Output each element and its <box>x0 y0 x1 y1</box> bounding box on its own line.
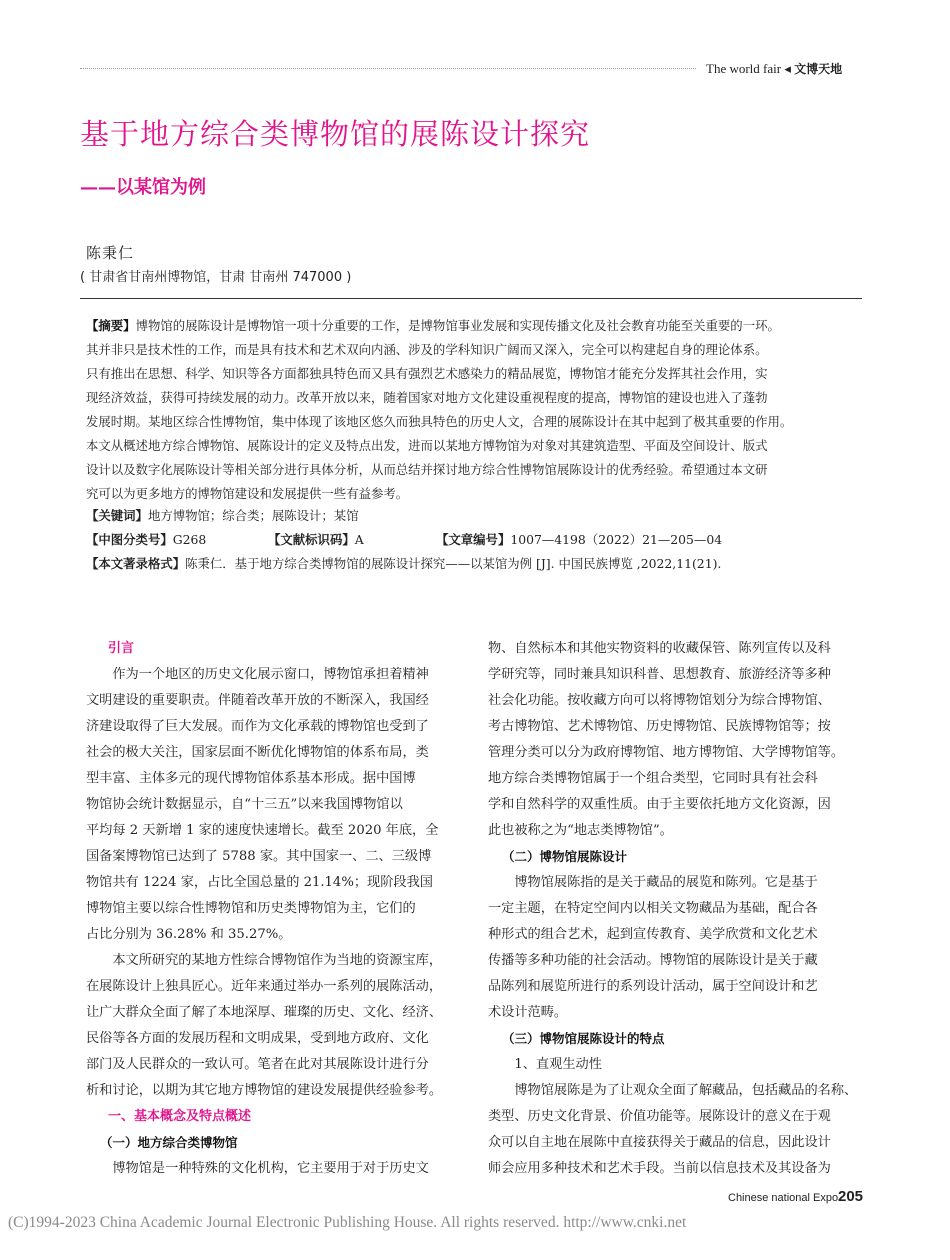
page-number: 205 <box>838 1188 864 1205</box>
clc-label: 【中图分类号】 <box>86 532 173 547</box>
paragraph-line: 此也被称之为“地志类博物馆”。 <box>488 823 673 838</box>
subsection-heading: （二）博物馆展陈设计 <box>502 849 628 864</box>
citation-value: 陈秉仁．基于地方综合类博物馆的展陈设计探究——以某馆为例 [J]. 中国民族博览 ,2022,11(21). <box>185 556 722 571</box>
paragraph-line: 国备案博物馆已达到了 5788 家。其中国家一、二、三级博 <box>86 849 432 864</box>
paragraph-line: 民俗等各方面的发展历程和文明成果，受到地方政府、文化 <box>86 1031 429 1046</box>
paragraph-line: 考古博物馆、艺术博物馆、历史博物馆、民族博物馆等；按 <box>488 719 831 734</box>
paragraph-line: 学和自然科学的双重性质。由于主要依托地方文化资源，因 <box>488 797 831 812</box>
doc-code-value: A <box>354 532 364 547</box>
paragraph-line: 师会应用多种技术和艺术手段。当前以信息技术及其设备为 <box>488 1161 831 1176</box>
paragraph-line: 种形式的组合艺术，起到宣传教育、美学欣赏和文化艺术 <box>488 927 818 942</box>
paragraph-line: 让广大群众全面了解了本地深厚、璀璨的历史、文化、经济、 <box>86 1005 443 1020</box>
paragraph-line: 众可以自主地在展陈中直接获得关于藏品的信息，因此设计 <box>488 1135 831 1150</box>
abstract-label: 【摘要】 <box>86 318 136 333</box>
paragraph-line: 析和讨论，以期为其它地方博物馆的建设发展提供经验参考。 <box>86 1083 443 1098</box>
paragraph-line: 品陈列和展览所进行的系列设计活动，属于空间设计和艺 <box>488 979 818 994</box>
abstract-line: 其并非只是技术性的工作，而是具有技术和艺术双向内涵、涉及的学科知识广阔而又深入，完全可以构建起自身的理论体系。 <box>86 342 768 357</box>
footer-journal-name: Chinese national Expo <box>728 1192 839 1204</box>
caret-left-icon: ◂ <box>784 61 791 76</box>
abstract-block <box>86 314 862 506</box>
paragraph-line: 平均每 2 天新增 1 家的速度快速增长。截至 2020 年底，全 <box>86 823 439 838</box>
abstract-line: 设计以及数字化展陈设计等相关部分进行具体分析，从而总结并探讨地方综合性博物馆展陈设计的优秀经验。希望通过本文研 <box>86 462 768 477</box>
paragraph-line: 济建设取得了巨大发展。而作为文化承载的博物馆也受到了 <box>86 719 429 734</box>
intro-heading: 引言 <box>108 641 135 656</box>
column-name: 文博天地 <box>794 62 843 76</box>
clc-value: G268 <box>172 532 207 547</box>
keywords-value: 地方博物馆；综合类；展陈设计；某馆 <box>147 508 359 523</box>
section-heading: 一、基本概念及特点概述 <box>108 1109 252 1124</box>
article-subtitle: ——以某馆为例 <box>80 177 206 198</box>
author-affiliation: ( 甘肃省甘南州博物馆，甘肃 甘南州 747000 ) <box>80 270 352 285</box>
paragraph-line: 博物馆展陈指的是关于藏品的展览和陈列。它是基于 <box>488 875 818 890</box>
paragraph-line: 文明建设的重要职责。伴随着改革开放的不断深入，我国经 <box>86 693 429 708</box>
abstract-line: 发展时期。某地区综合性博物馆，集中体现了该地区悠久而独具特色的历史人文，合理的展陈设计在其中起到了极其重要的作用。 <box>86 414 793 429</box>
paragraph-line: 一定主题，在特定空间内以相关文物藏品为基础，配合各 <box>488 901 818 916</box>
paragraph-line: 本文所研究的某地方性综合博物馆作为当地的资源宝库， <box>86 953 443 968</box>
paragraph-line: 博物馆主要以综合性博物馆和历史类博物馆为主，它们的 <box>86 901 416 916</box>
paragraph-line: 管理分类可以分为政府博物馆、地方博物馆、大学博物馆等。 <box>488 745 845 760</box>
doc-code-label: 【文献标识码】 <box>268 532 355 547</box>
abstract-line: 本文从概述地方综合博物馆、展陈设计的定义及特点出发，进而以某地方博物馆为对象对其建筑造型、平面及空间设计、版式 <box>86 438 768 453</box>
citation-label: 【本文著录格式】 <box>86 556 186 571</box>
header-dotted-rule <box>80 68 696 69</box>
article-title: 基于地方综合类博物馆的展陈设计探究 <box>80 117 591 151</box>
left-column <box>86 636 458 1182</box>
subsection-heading: （三）博物馆展陈设计的特点 <box>502 1031 665 1046</box>
paragraph-line: 传播等多种功能的社会活动。博物馆的展陈设计是关于藏 <box>488 953 818 968</box>
paragraph-line: 社会化功能。按收藏方向可以将博物馆划分为综合博物馆、 <box>488 693 831 708</box>
abstract-top-rule <box>80 298 862 299</box>
paragraph-line: 物、自然标本和其他实物资料的收藏保管、陈列宣传以及科 <box>488 641 831 656</box>
paragraph-line: 部门及人民群众的一致认可。笔者在此对其展陈设计进行分 <box>86 1057 429 1072</box>
paragraph-line: 博物馆是一种特殊的文化机构，它主要用于对于历史文 <box>86 1161 429 1176</box>
paragraph-line: 占比分别为 36.28% 和 35.27%。 <box>86 927 292 942</box>
paragraph-line: 作为一个地区的历史文化展示窗口，博物馆承担着精神 <box>86 667 429 682</box>
paragraph-line: 地方综合类博物馆属于一个组合类型，它同时具有社会科 <box>488 771 818 786</box>
subsection-heading: （一）地方综合类博物馆 <box>100 1135 238 1150</box>
author-name: 陈秉仁 <box>86 244 135 262</box>
paragraph-line: 社会的极大关注，国家层面不断优化博物馆的体系布局，类 <box>86 745 429 760</box>
paragraph-line: 型丰富、主体多元的现代博物馆体系基本形成。据中国博 <box>86 771 416 786</box>
list-item-heading: 1、直观生动性 <box>488 1057 602 1072</box>
article-number-label: 【文章编号】 <box>436 532 511 547</box>
paragraph-line: 博物馆展陈是为了让观众全面了解藏品，包括藏品的名称、 <box>488 1083 858 1098</box>
article-number-value: 1007—4198（2022）21—205—04 <box>510 532 723 547</box>
keywords-row <box>86 506 359 524</box>
right-column <box>488 636 864 1182</box>
citation-row <box>86 554 721 572</box>
journal-name-en: The world fair <box>706 61 782 76</box>
keywords-label: 【关键词】 <box>86 508 148 523</box>
paragraph-line: 类型、历史文化背景、价值功能等。展陈设计的意义在于观 <box>488 1109 831 1124</box>
abstract-line: 博物馆的展陈设计是博物馆一项十分重要的工作，是博物馆事业发展和实现传播文化及社会教育功能至关重要的一环。 <box>135 318 780 333</box>
abstract-line: 只有推出在思想、科学、知识等各方面都独具特色而又具有强烈艺术感染力的精品展览，博物馆才能充分发挥其社会作用，实 <box>86 366 768 381</box>
paragraph-line: 物馆共有 1224 家，占比全国总量的 21.14%；现阶段我国 <box>86 875 433 890</box>
copyright-notice: (C)1994-2023 China Academic Journal Electronic Publishing House. All rights reserved. http://www.cnki.net <box>8 1214 687 1231</box>
abstract-line: 现经济效益，获得可持续发展的动力。改革开放以来，随着国家对地方文化建设重视程度的提高，博物馆的建设也进入了蓬勃 <box>86 390 768 405</box>
paragraph-line: 物馆协会统计数据显示，自“十三五”以来我国博物馆以 <box>86 797 403 812</box>
running-header <box>706 60 842 77</box>
paragraph-line: 在展陈设计上独具匠心。近年来通过举办一系列的展陈活动， <box>86 979 443 994</box>
paragraph-line: 术设计范畴。 <box>488 1005 568 1020</box>
abstract-line: 究可以为更多地方的博物馆建设和发展提供一些有益参考。 <box>86 486 409 501</box>
paragraph-line: 学研究等，同时兼具知识科普、思想教育、旅游经济等多种 <box>488 667 831 682</box>
